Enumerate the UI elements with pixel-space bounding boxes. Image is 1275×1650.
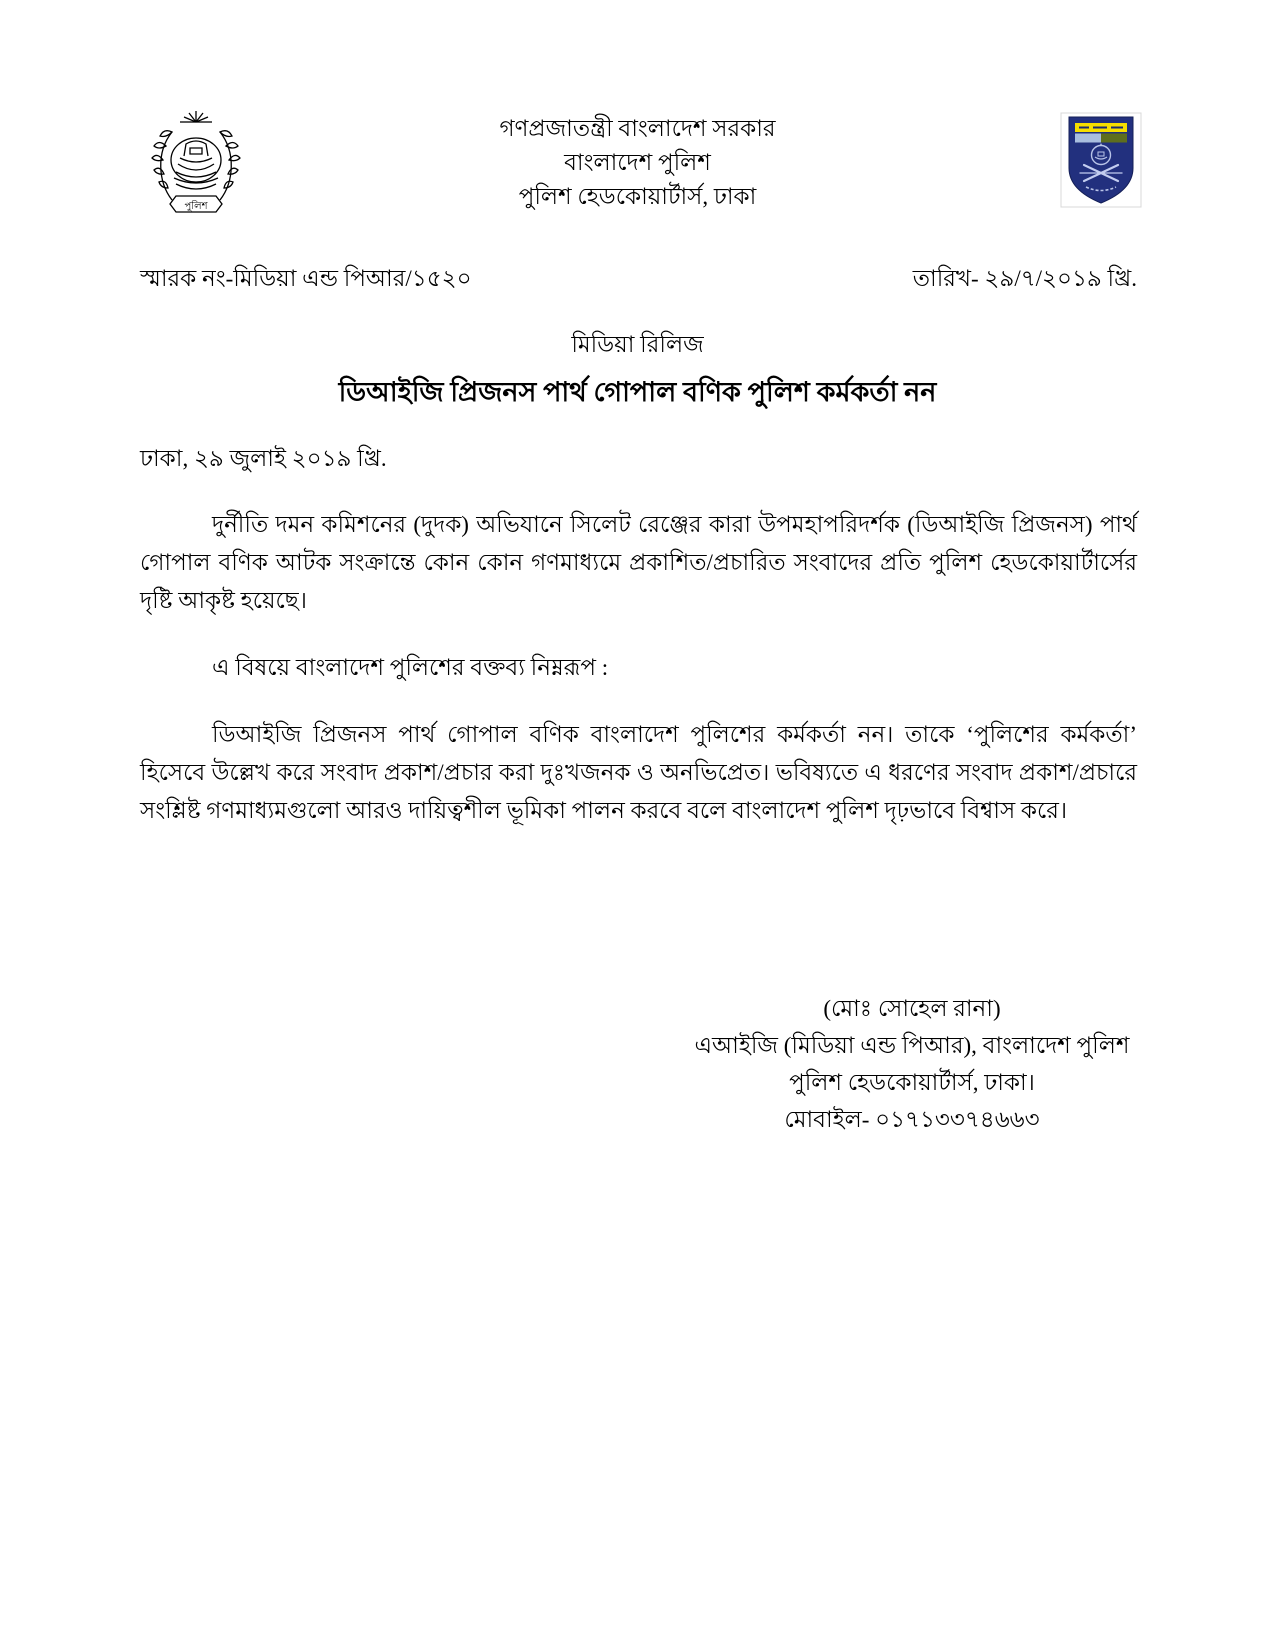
paragraph-1: দুর্নীতি দমন কমিশনের (দুদক) অভিযানে সিলেট রেঞ্জের কারা উপমহাপরিদর্শক (ডিআইজি প্রিজনস) পার্থ গোপাল বণিক আটক সংক্রান্তে কোন কোন গণমাধ্যমে প্রকাশিত/প্রচারিত সংবাদের প্রতি পুলিশ হেডকোয়ার্টার্সের দৃষ্টি আকৃষ্ট হয়েছে। (140, 512, 1137, 613)
paragraph-2: এ বিষয়ে বাংলাদেশ পুলিশের বক্তব্য নিম্নরূপ : (212, 655, 609, 680)
shield-olive-band (1101, 134, 1127, 143)
shield-lightblue-band (1075, 134, 1101, 143)
letterhead-organization: বাংলাদেশ পুলিশ (564, 150, 711, 175)
signatory-office: পুলিশ হেডকোয়ার্টার্স, ঢাকা। (789, 1070, 1035, 1095)
dateline: ঢাকা, ২৯ জুলাই ২০১৯ খ্রি. (140, 446, 387, 471)
signatory-mobile: মোবাইল- ০১৭১৩৩৭৪৬৬৩ (784, 1107, 1040, 1132)
letterhead-office: পুলিশ হেডকোয়ার্টার্স, ঢাকা (518, 184, 757, 209)
document-date: তারিখ- ২৯/৭/২০১৯ খ্রি. (912, 266, 1137, 291)
headline: ডিআইজি প্রিজনস পার্থ গোপাল বণিক পুলিশ কর্মকর্তা নন (338, 377, 937, 407)
signatory-name: (মোঃ সোহেল রানা) (823, 996, 1001, 1021)
signature-block (662, 990, 1162, 1138)
meta-row (140, 260, 1137, 299)
release-label: মিডিয়া রিলিজ (571, 332, 704, 357)
police-headquarters-shield-icon (1060, 112, 1142, 208)
body-text (140, 506, 1137, 830)
memo-number: স্মারক নং-মিডিয়া এন্ড পিআর/১৫২০ (140, 266, 472, 291)
emblem-banner-text: পুলিশ (184, 201, 208, 212)
signatory-title: এআইজি (মিডিয়া এন্ড পিআর), বাংলাদেশ পুলিশ (694, 1033, 1130, 1058)
paragraph-3: ডিআইজি প্রিজনস পার্থ গোপাল বণিক বাংলাদেশ পুলিশের কর্মকর্তা নন। তাকে ‘পুলিশের কর্মকর্তা’ হিসেবে উল্লেখ করে সংবাদ প্রকাশ/প্রচার করা দুঃখজনক ও অনভিপ্রেত। ভবিষ্যতে এ ধরণের সংবাদ প্রকাশ/প্রচারে সংশ্লিষ্ট গণমাধ্যমগুলো আরও দায়িত্বশীল ভূমিকা পালন করবে বলে বাংলাদেশ পুলিশ দৃঢ়ভাবে বিশ্বাস করে। (140, 722, 1137, 823)
letterhead-government: গণপ্রজাতন্ত্রী বাংলাদেশ সরকার (499, 116, 776, 141)
